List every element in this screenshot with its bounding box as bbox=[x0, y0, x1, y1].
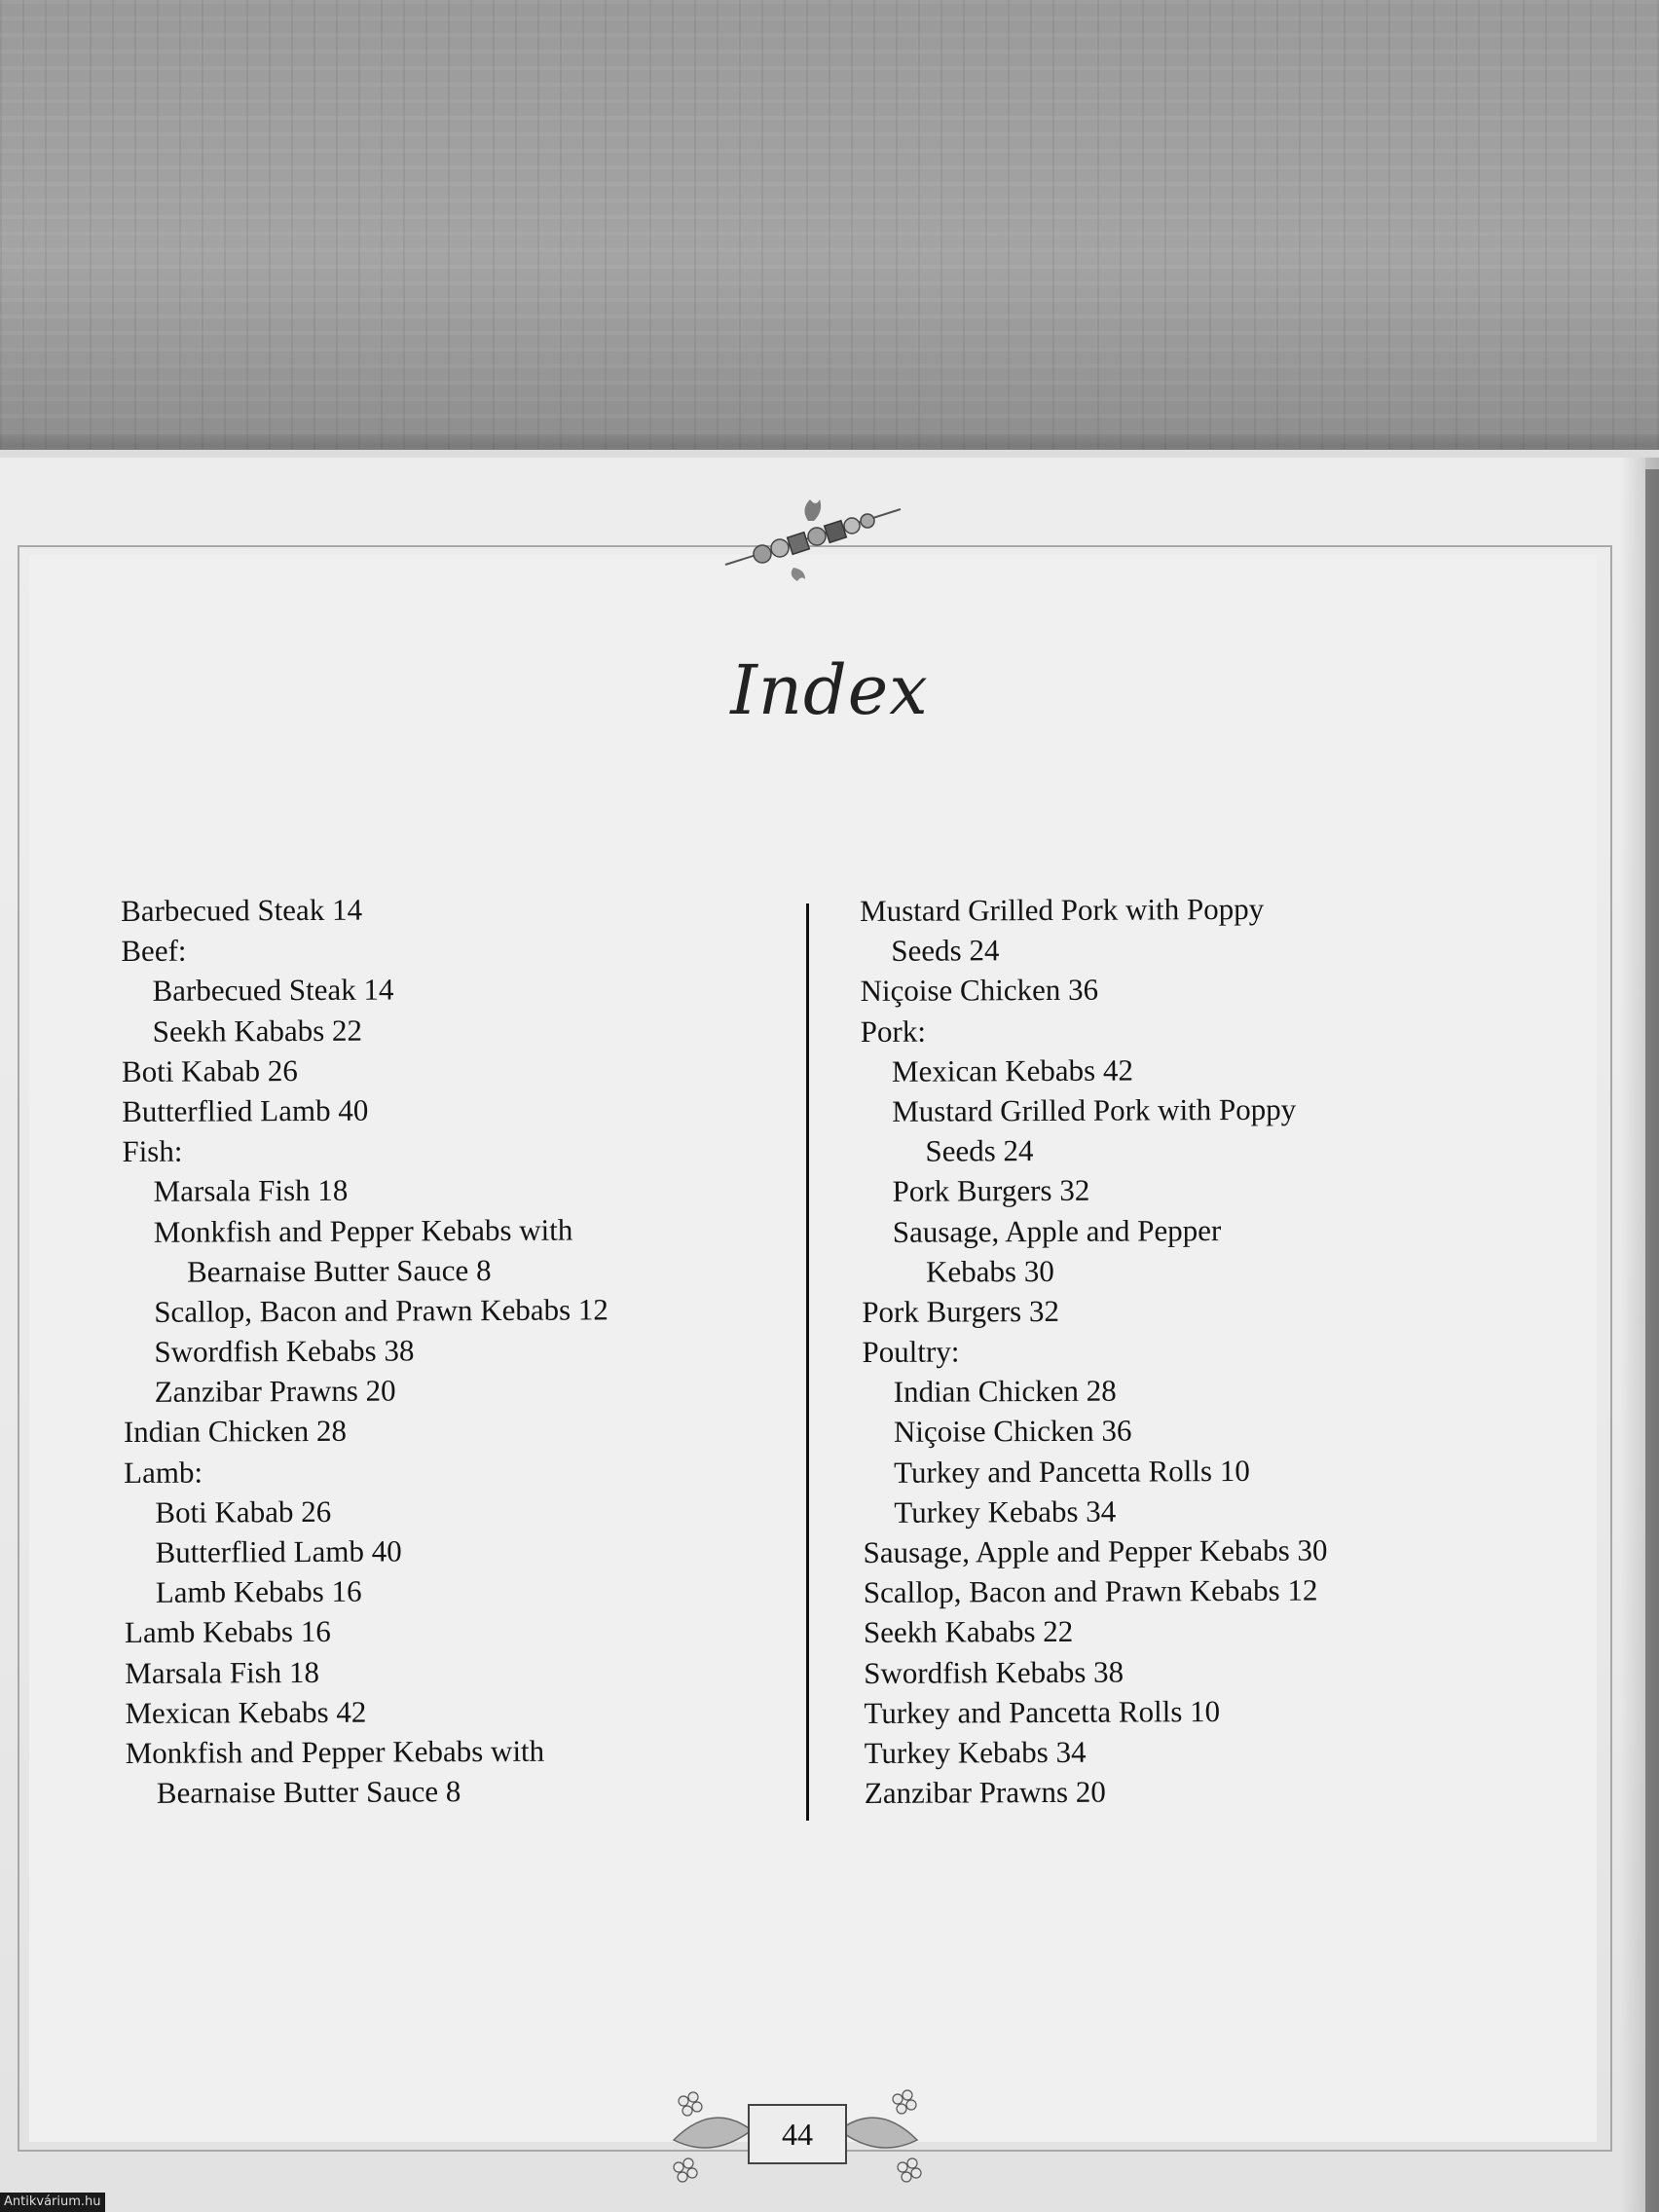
column-divider bbox=[806, 903, 809, 1821]
index-entry: Kebabs 30 bbox=[925, 1253, 1054, 1289]
index-entry: Mustard Grilled Pork with Poppy bbox=[860, 891, 1265, 928]
index-entry: Monkfish and Pepper Kebabs with bbox=[125, 1733, 545, 1770]
index-entry: Mexican Kebabs 42 bbox=[891, 1052, 1133, 1088]
index-entry: Lamb Kebabs 16 bbox=[155, 1573, 362, 1610]
index-entry: Barbecued Steak 14 bbox=[152, 972, 394, 1009]
index-entry: Pork: bbox=[860, 1014, 927, 1049]
wall-background bbox=[0, 0, 1659, 467]
index-entry: Zanzibar Prawns 20 bbox=[864, 1774, 1106, 1811]
index-entry: Beef: bbox=[121, 933, 187, 969]
index-entry: Niçoise Chicken 36 bbox=[893, 1413, 1132, 1450]
index-entry: Niçoise Chicken 36 bbox=[860, 973, 1099, 1009]
index-entry: Sausage, Apple and Pepper bbox=[892, 1212, 1222, 1249]
index-entry: Seeds 24 bbox=[925, 1133, 1034, 1168]
index-entry: Sausage, Apple and Pepper Kebabs 30 bbox=[863, 1532, 1328, 1569]
index-entry: Mustard Grilled Pork with Poppy bbox=[892, 1091, 1297, 1128]
index-entry: Fish: bbox=[122, 1133, 183, 1169]
page-title: Index bbox=[730, 650, 929, 730]
watermark: Antikvárium.hu bbox=[0, 2193, 105, 2212]
index-left-column bbox=[121, 888, 611, 1813]
page-number: 44 bbox=[748, 2104, 847, 2164]
index-entry: Turkey Kebabs 34 bbox=[864, 1734, 1087, 1770]
index-entry: Bearnaise Butter Sauce 8 bbox=[156, 1774, 461, 1810]
index-entry: Marsala Fish 18 bbox=[153, 1173, 349, 1209]
index-entry: Turkey Kebabs 34 bbox=[894, 1493, 1117, 1530]
index-entry: Zanzibar Prawns 20 bbox=[154, 1373, 396, 1410]
index-entry: Lamb: bbox=[124, 1455, 203, 1490]
index-entry: Lamb Kebabs 16 bbox=[124, 1614, 331, 1650]
index-entry: Turkey and Pancetta Rolls 10 bbox=[864, 1693, 1221, 1730]
index-entry: Mexican Kebabs 42 bbox=[125, 1694, 367, 1730]
index-entry: Seekh Kababs 22 bbox=[152, 1013, 363, 1049]
index-right-column bbox=[860, 889, 1329, 1814]
index-entry: Indian Chicken 28 bbox=[893, 1373, 1117, 1410]
index-entry: Barbecued Steak 14 bbox=[121, 892, 363, 928]
index-entry: Pork Burgers 32 bbox=[892, 1173, 1090, 1209]
index-entry: Pork Burgers 32 bbox=[862, 1293, 1060, 1329]
index-entry: Butterflied Lamb 40 bbox=[155, 1533, 402, 1569]
index-entry: Scallop, Bacon and Prawn Kebabs 12 bbox=[154, 1292, 608, 1329]
kebab-skewer-icon bbox=[716, 492, 910, 584]
index-entry: Seekh Kababs 22 bbox=[863, 1614, 1074, 1650]
index-entry: Swordfish Kebabs 38 bbox=[864, 1654, 1124, 1690]
index-entry: Monkfish and Pepper Kebabs with bbox=[153, 1212, 573, 1249]
index-entry: Seeds 24 bbox=[891, 933, 1000, 969]
index-entry: Marsala Fish 18 bbox=[125, 1654, 320, 1690]
index-entry: Swordfish Kebabs 38 bbox=[154, 1333, 415, 1369]
index-entry: Indian Chicken 28 bbox=[123, 1414, 348, 1450]
index-entry: Butterflied Lamb 40 bbox=[122, 1092, 369, 1128]
index-entry: Scallop, Bacon and Prawn Kebabs 12 bbox=[863, 1572, 1318, 1610]
index-entry: Boti Kabab 26 bbox=[155, 1493, 332, 1530]
index-entry: Poultry: bbox=[862, 1334, 960, 1370]
index-entry: Bearnaise Butter Sauce 8 bbox=[186, 1252, 492, 1289]
index-entry: Boti Kabab 26 bbox=[121, 1052, 298, 1088]
index-entry: Turkey and Pancetta Rolls 10 bbox=[894, 1453, 1250, 1490]
